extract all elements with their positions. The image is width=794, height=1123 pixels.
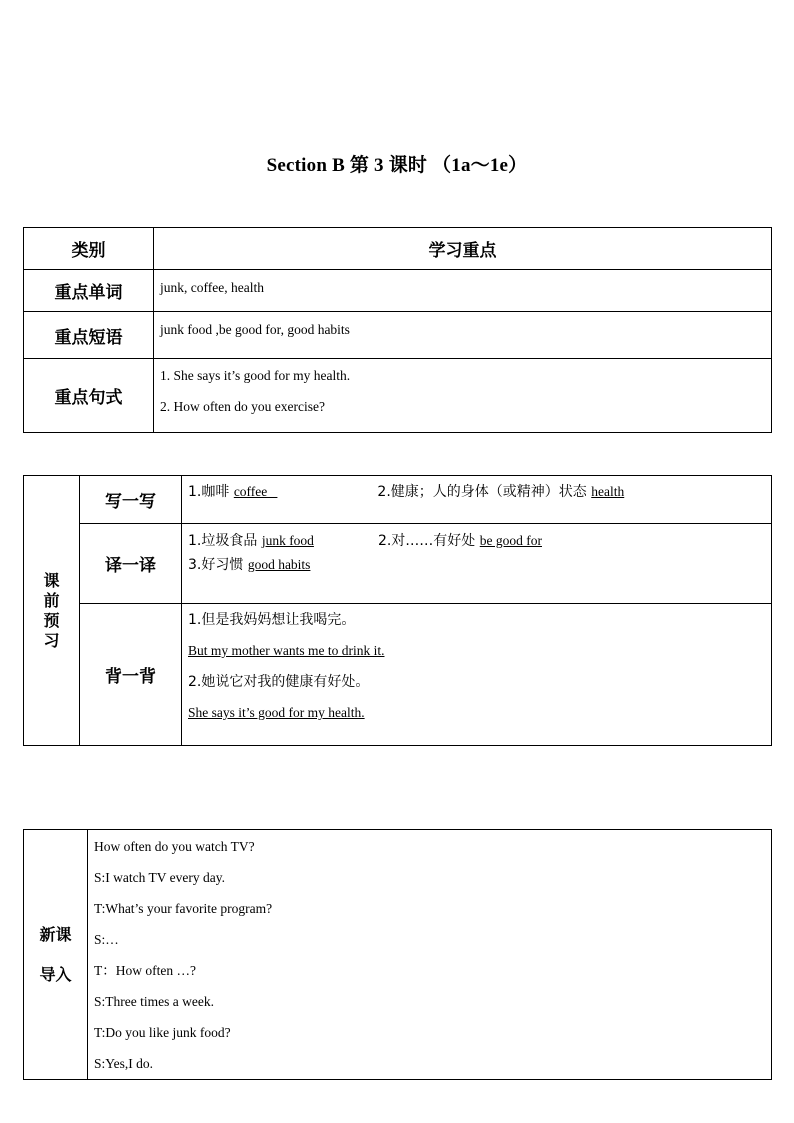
header-category: 类别 — [24, 228, 154, 270]
focus-table — [23, 227, 772, 433]
table-row — [24, 270, 772, 312]
write-item-1-prefix: 1.咖啡 — [188, 484, 234, 500]
write-item-2-answer: health — [591, 484, 625, 499]
dialogue-line: How often do you watch TV? — [94, 839, 255, 854]
dialogue-line: T:Do you like junk food? — [94, 1025, 231, 1040]
translate-item-1-answer: junk food — [261, 533, 314, 548]
write-item-2-prefix: 2.健康；人的身体（或精神）状态 — [377, 484, 592, 500]
sentence-1: 1. She says it’s good for my health. — [160, 368, 351, 383]
dialogue-line: S:Three times a week. — [94, 994, 214, 1009]
recite-line-1: 1.但是我妈妈想让我喝完。 — [188, 612, 356, 628]
table-row — [24, 359, 772, 433]
dialogue-line: T：How often …? — [94, 963, 196, 978]
row-label-phrases: 重点短语 — [24, 312, 154, 359]
translate-label: 译一译 — [80, 524, 182, 604]
preview-table — [23, 475, 772, 746]
preview-side-label: 课 前 预 习 — [24, 476, 80, 746]
write-item-1-answer: coffee — [233, 484, 278, 499]
table-row — [24, 476, 772, 524]
write-label: 写一写 — [80, 476, 182, 524]
recite-line-2: But my mother wants me to drink it. — [188, 643, 385, 658]
table-row — [24, 524, 772, 604]
translate-item-1-prefix: 1.垃圾食品 — [188, 533, 262, 549]
table-row — [24, 312, 772, 359]
intro-label-line-2: 导入 — [39, 964, 72, 984]
page-title: Section B 第 3 课时 （1a～1e） — [266, 155, 528, 176]
table-row — [24, 604, 772, 746]
translate-item-3-answer: good habits — [247, 557, 311, 572]
key-phrases: junk food ,be good for, good habits — [154, 312, 772, 359]
intro-label-line-1: 新课 — [39, 924, 72, 944]
intro-table — [23, 829, 772, 1080]
dialogue-line: S:Yes,I do. — [94, 1056, 154, 1071]
intro-label — [24, 830, 88, 1080]
row-label-sentences: 重点句式 — [24, 359, 154, 433]
table-row — [24, 830, 772, 1080]
row-label-words: 重点单词 — [24, 270, 154, 312]
translate-item-3-prefix: 3.好习惯 — [188, 557, 248, 573]
translate-content — [182, 524, 772, 604]
dialogue-line: S:I watch TV every day. — [94, 870, 225, 885]
recite-content — [182, 604, 772, 746]
write-content — [182, 476, 772, 524]
intro-dialogue — [88, 830, 772, 1080]
key-sentences — [154, 359, 772, 433]
translate-item-2-prefix: 2.对……有好处 — [377, 533, 480, 549]
recite-label: 背一背 — [80, 604, 182, 746]
dialogue-line: T:What’s your favorite program? — [94, 901, 273, 916]
key-words: junk, coffee, health — [154, 270, 772, 312]
recite-line-3: 2.她说它对我的健康有好处。 — [188, 674, 370, 690]
sentence-2: 2. How often do you exercise? — [160, 399, 325, 414]
translate-item-2-answer: be good for — [479, 533, 542, 548]
dialogue-line: S:… — [94, 932, 119, 947]
recite-line-4: She says it’s good for my health. — [188, 705, 365, 720]
header-focus: 学习重点 — [154, 228, 772, 270]
